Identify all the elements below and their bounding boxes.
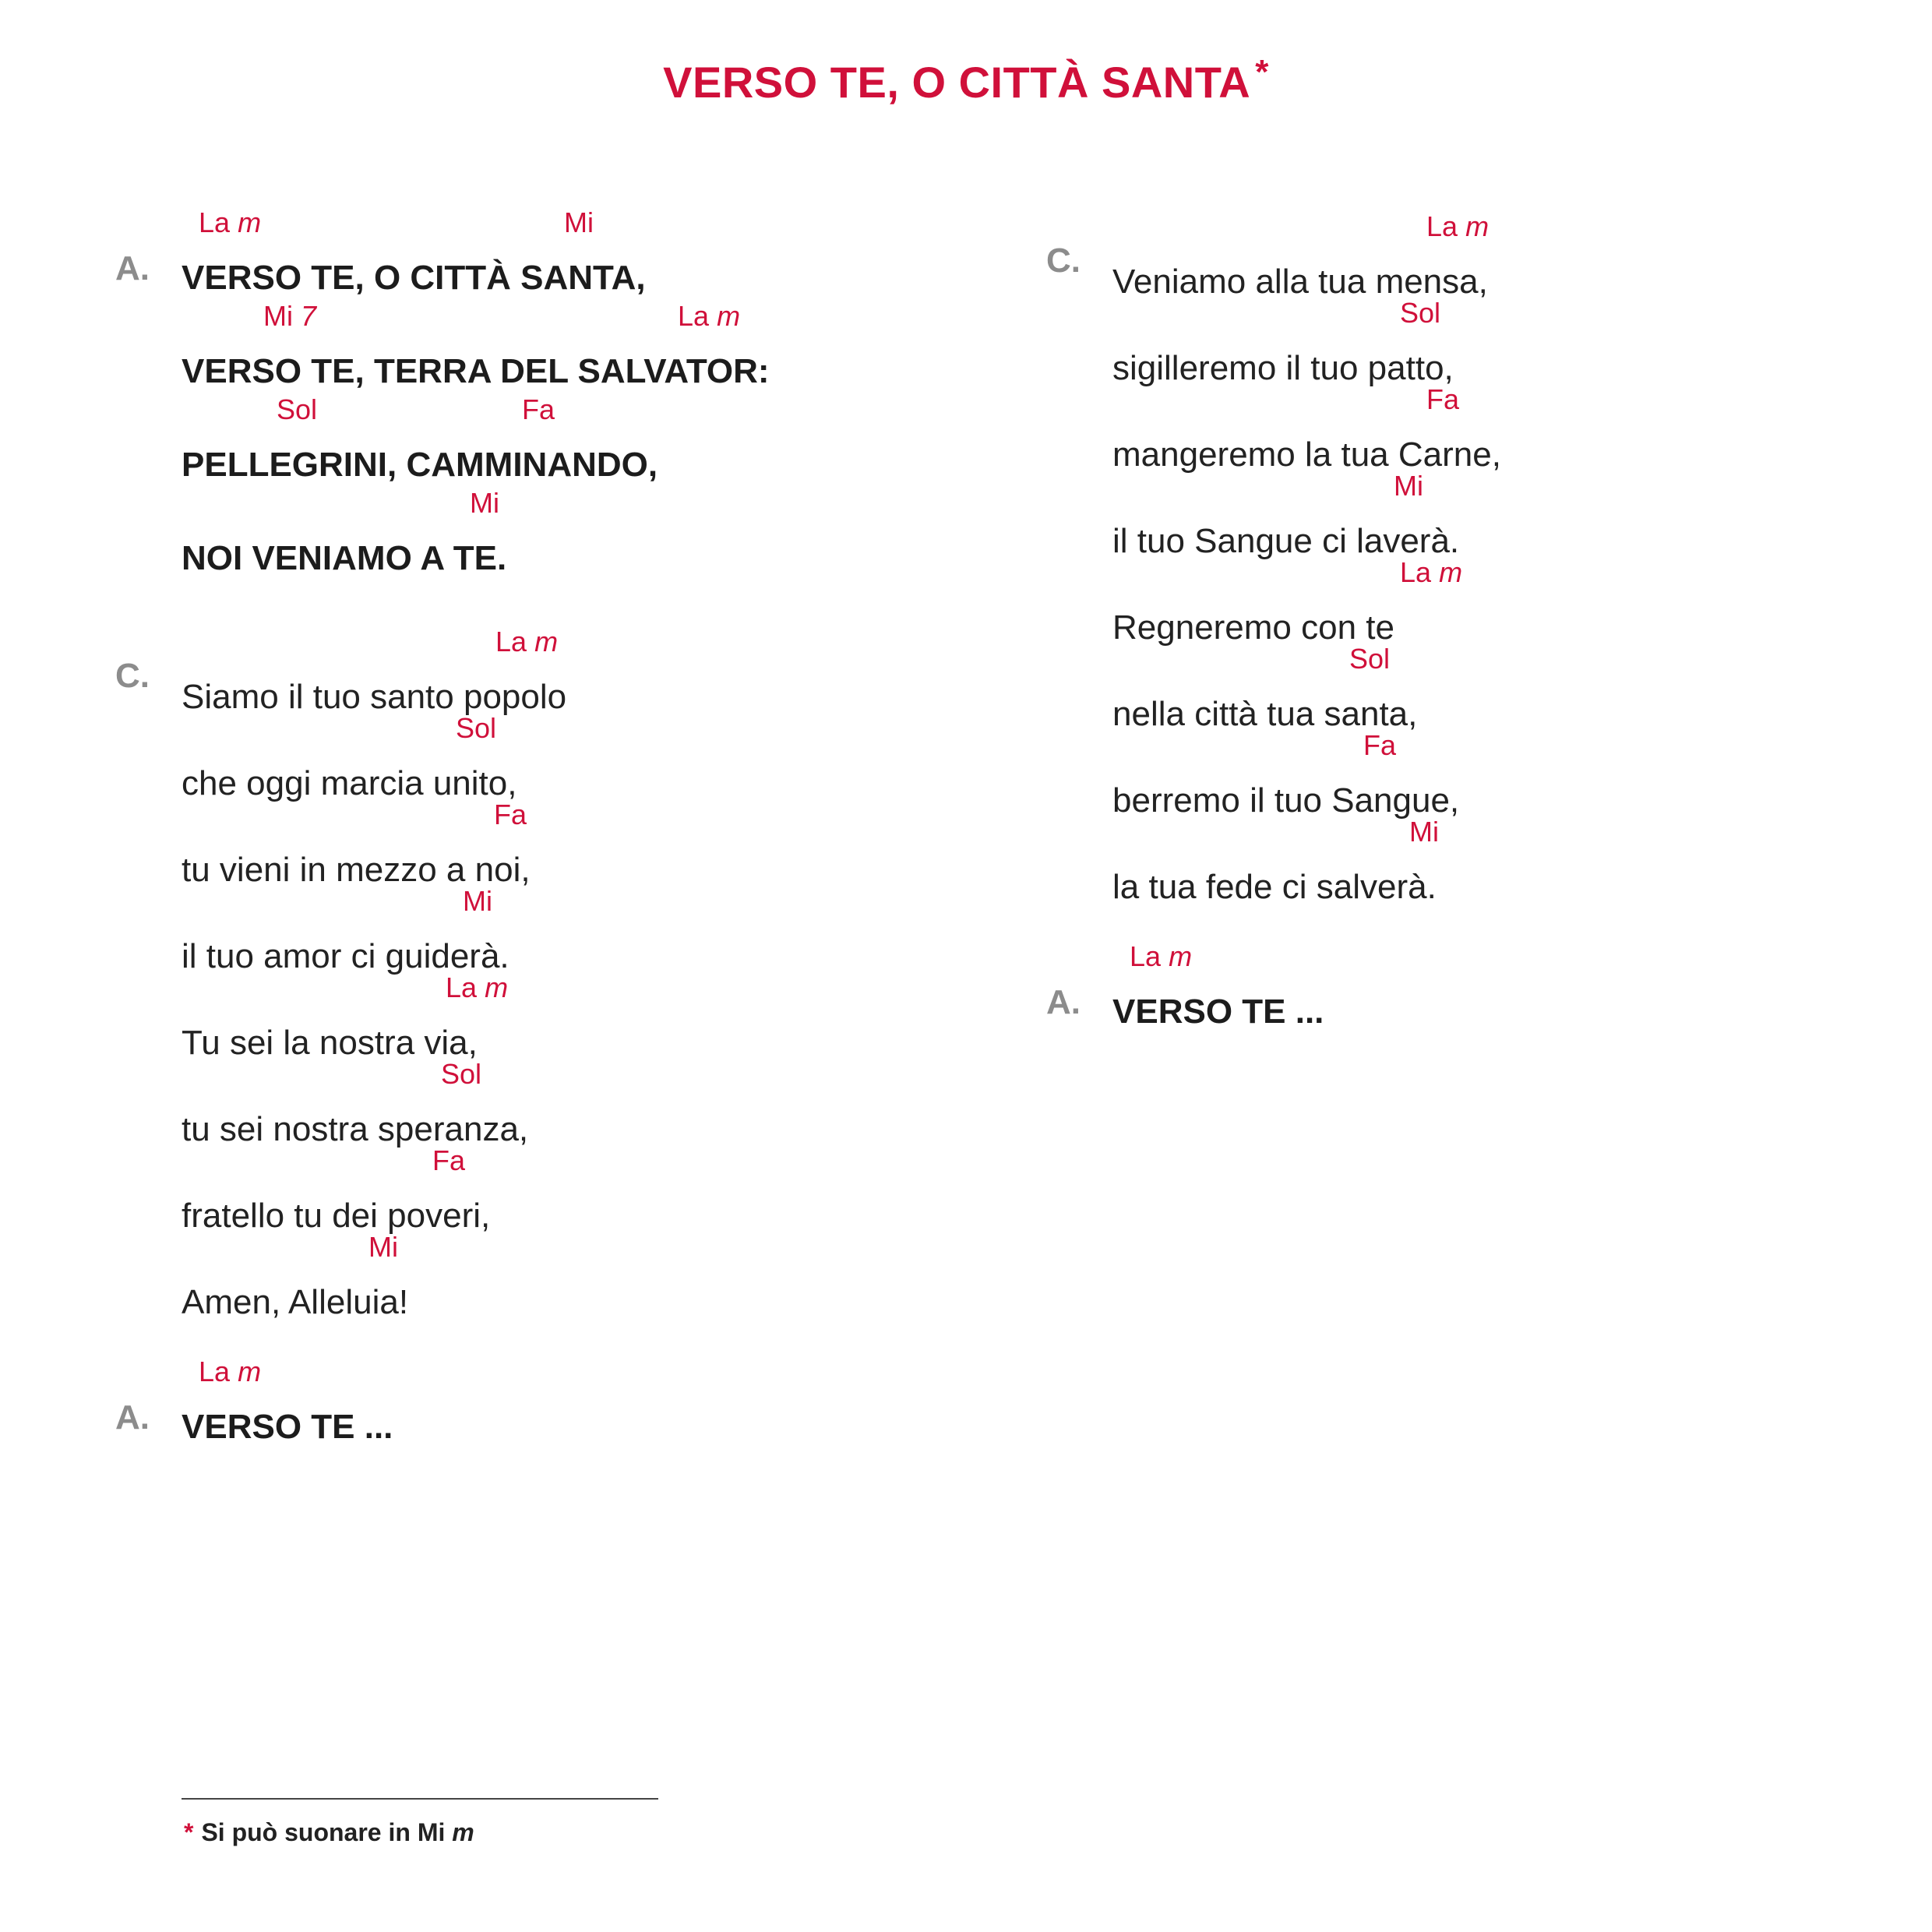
lyric-line xyxy=(182,1060,883,1147)
lyric-line xyxy=(1112,729,1853,820)
lyric-text: il tuo Sangue ci laverà. xyxy=(1112,522,1460,560)
lyric-line xyxy=(182,302,883,389)
footnote-marker: * xyxy=(184,1818,194,1846)
chord: Fa xyxy=(522,393,555,425)
lyric-text: Regneremo con te xyxy=(1112,608,1394,647)
chord: Sol xyxy=(277,393,318,425)
lyric-line xyxy=(182,1233,883,1320)
lyric-line xyxy=(1112,299,1853,386)
lyric-line xyxy=(1112,645,1853,732)
footnote-quality: m xyxy=(452,1818,474,1846)
right-verse xyxy=(1112,210,1853,906)
lyric-text: fratello tu dei poveri, xyxy=(182,1197,491,1235)
lyric-text: il tuo amor ci guiderà. xyxy=(182,937,509,975)
lyric-line xyxy=(182,489,883,576)
lyric-line xyxy=(1112,818,1853,904)
refrain-label: A. xyxy=(115,249,150,287)
chord: Mi xyxy=(470,487,499,519)
lyric-text: berremo il tuo Sangue, xyxy=(1112,781,1460,820)
lyric-line xyxy=(1112,210,1853,301)
chord: Fa xyxy=(432,1144,466,1176)
lyric-line xyxy=(182,887,883,974)
left-repeat xyxy=(182,1358,883,1444)
chord: La m xyxy=(199,206,262,238)
lyric-line xyxy=(1112,383,1853,474)
chord: La m xyxy=(1426,210,1490,242)
chord: La m xyxy=(1130,940,1193,972)
lyric-line xyxy=(182,393,883,484)
chord: La m xyxy=(446,971,509,1003)
chord: Sol xyxy=(441,1058,482,1090)
lyric-text: Veniamo alla tua mensa, xyxy=(1112,263,1488,301)
lyric-text: nella città tua santa, xyxy=(1112,695,1418,733)
lyric-text: VERSO TE ... xyxy=(1112,992,1324,1031)
lyric-text: Amen, Alleluia! xyxy=(182,1283,409,1321)
lyric-text: Tu sei la nostra via, xyxy=(182,1024,478,1062)
chord: Sol xyxy=(1349,643,1391,675)
chord: La m xyxy=(678,300,741,332)
chord: Fa xyxy=(1426,383,1460,415)
lyric-text: tu vieni in mezzo a noi, xyxy=(182,851,531,889)
lyric-line xyxy=(182,206,883,297)
footnote-text: Si può suonare in Mi xyxy=(201,1818,446,1846)
song-title xyxy=(0,53,1932,108)
chord: Sol xyxy=(456,712,497,744)
lyric-text: Siamo il tuo santo popolo xyxy=(182,678,567,716)
footnote-divider xyxy=(182,1798,658,1800)
chord: Mi xyxy=(368,1231,398,1263)
lyric-line xyxy=(1112,556,1853,647)
lyric-line xyxy=(1112,940,1853,1031)
chord: Mi 7 xyxy=(263,300,317,332)
lyric-text: sigilleremo il tuo patto, xyxy=(1112,349,1454,387)
chord: Mi xyxy=(463,885,492,917)
chord: Mi xyxy=(1409,816,1439,848)
footnote xyxy=(184,1818,474,1847)
lyric-text: la tua fede ci salverà. xyxy=(1112,868,1437,906)
chord: La m xyxy=(1400,556,1463,588)
lyric-text: tu sei nostra speranza, xyxy=(182,1110,529,1148)
lyric-line xyxy=(182,801,883,887)
chord: Fa xyxy=(1363,729,1397,761)
chord: La m xyxy=(495,626,559,658)
lyric-text: VERSO TE, O CITTÀ SANTA, xyxy=(182,259,646,297)
lyric-text: VERSO TE, TERRA DEL SALVATOR: xyxy=(182,352,770,390)
repeat-label: A. xyxy=(1046,983,1081,1021)
song-title-text: VERSO TE, O CITTÀ SANTA xyxy=(663,58,1251,107)
lyric-line xyxy=(182,714,883,801)
verse-label: C. xyxy=(115,657,150,695)
chord: Mi xyxy=(564,206,594,238)
lyric-text: che oggi marcia unito, xyxy=(182,764,517,802)
lyric-text: NOI VENIAMO A TE. xyxy=(182,539,507,577)
lyric-text: mangeremo la tua Carne, xyxy=(1112,435,1501,474)
chord: Mi xyxy=(1394,470,1423,502)
left-verse xyxy=(182,628,883,1320)
title-footnote-marker: * xyxy=(1255,53,1269,91)
lyric-line xyxy=(182,1358,883,1444)
lyric-text: VERSO TE ... xyxy=(182,1408,393,1446)
lyric-line xyxy=(182,971,883,1062)
chord: Fa xyxy=(494,799,527,830)
lyric-line xyxy=(1112,472,1853,559)
chord: La m xyxy=(199,1356,262,1387)
right-repeat xyxy=(1112,940,1853,1031)
lyric-line xyxy=(182,1144,883,1235)
chord: Sol xyxy=(1400,297,1441,329)
repeat-label: A. xyxy=(115,1398,150,1437)
lyric-line xyxy=(182,628,883,714)
verse-label: C. xyxy=(1046,242,1081,280)
lyric-text: PELLEGRINI, CAMMINANDO, xyxy=(182,446,658,484)
left-refrain xyxy=(182,206,883,577)
